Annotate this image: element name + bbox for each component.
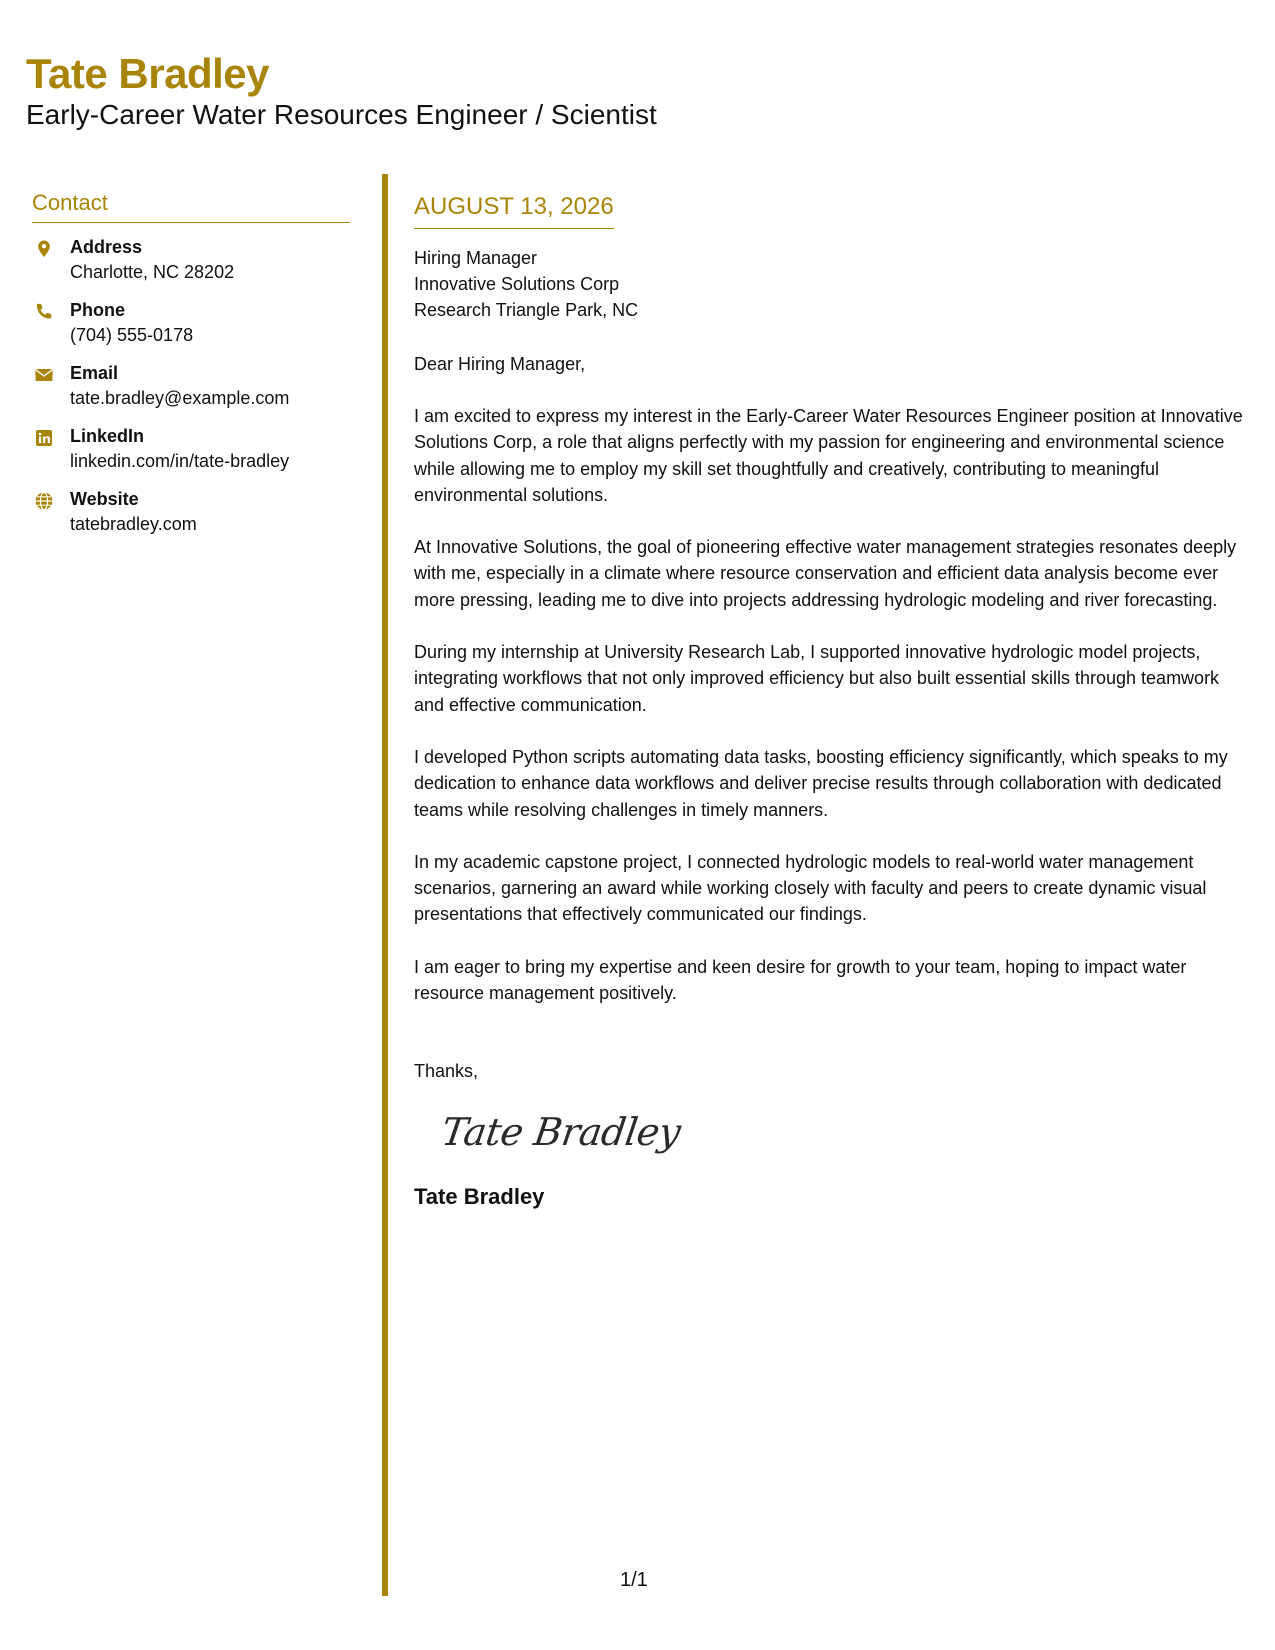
contact-heading: Contact bbox=[32, 188, 350, 223]
globe-icon bbox=[34, 491, 54, 511]
body-paragraph: In my academic capstone project, I connected hydrologic models to real-world water management scenarios, garnering an award while working closely with faculty and peers to create dynamic visual presentations that effectively communicated our findings. bbox=[414, 851, 1207, 925]
email-value[interactable]: tate.bradley@example.com bbox=[70, 388, 290, 408]
contact-item-phone bbox=[32, 298, 350, 361]
letter-date: AUGUST 13, 2026 bbox=[414, 190, 614, 229]
phone-icon bbox=[34, 302, 54, 322]
contact-item-email bbox=[32, 361, 350, 424]
body-paragraph: I developed Python scripts automating data tasks, boosting efficiency significantly, which speaks to my dedication to enhance data workflows and deliver precise results through collaboration with dedicated teams while resolving challenges in timely manners. bbox=[414, 746, 1228, 820]
map-pin-icon bbox=[34, 239, 54, 259]
body-paragraph: At Innovative Solutions, the goal of pioneering effective water management strategies resonates deeply with me, especially in a climate where resource conservation and efficient data analysis become ever more pressing, leading me to dive into projects addressing hydrologic modeling and river forecasting. bbox=[414, 537, 1237, 610]
contact-item-address bbox=[32, 235, 350, 298]
website-value[interactable]: tatebradley.com bbox=[70, 514, 197, 534]
contact-item-linkedin bbox=[32, 424, 350, 487]
applicant-title: Early-Career Water Resources Engineer / Scientist bbox=[26, 99, 657, 130]
recipient-line: Research Triangle Park, NC bbox=[414, 300, 639, 320]
contact-item-website bbox=[32, 487, 350, 550]
body-paragraph: During my internship at University Research Lab, I supported innovative hydrologic model projects, integrating workflows that not only improved efficiency but also built essential skills through teamwork and effective communication. bbox=[414, 642, 1220, 715]
contact-sidebar bbox=[32, 188, 350, 550]
recipient-block bbox=[414, 245, 1246, 323]
body-paragraph: I am eager to bring my expertise and keen desire for growth to your team, hoping to impact water resource management positively. bbox=[414, 956, 1187, 1004]
letter-body bbox=[414, 190, 1246, 1212]
header bbox=[26, 48, 657, 132]
contact-label: LinkedIn bbox=[70, 426, 145, 446]
contact-label: Website bbox=[70, 489, 139, 509]
closing: Thanks, bbox=[414, 1061, 479, 1082]
applicant-name: Tate Bradley bbox=[26, 50, 269, 97]
body-paragraph: I am excited to express my interest in the Early-Career Water Resources Engineer position at Innovative Solutions Corp, a role that aligns perfectly with my passion for engineering and environmental science while allowing me to employ my skill set thoughtfully and creatively, contributing to meaningful environmental solutions. bbox=[414, 406, 1243, 505]
contact-label: Email bbox=[70, 363, 119, 383]
contact-list bbox=[32, 235, 350, 550]
signature: Tate Bradley bbox=[438, 1110, 684, 1155]
linkedin-icon bbox=[34, 428, 54, 448]
contact-label: Phone bbox=[70, 300, 126, 320]
linkedin-value[interactable]: linkedin.com/in/tate-bradley bbox=[70, 451, 290, 471]
vertical-divider bbox=[382, 174, 388, 1596]
phone-value: (704) 555-0178 bbox=[70, 325, 194, 345]
page-number: 1/1 bbox=[620, 1569, 648, 1591]
salutation: Dear Hiring Manager, bbox=[414, 354, 586, 374]
contact-label: Address bbox=[70, 237, 143, 257]
recipient-line: Hiring Manager bbox=[414, 248, 538, 268]
envelope-icon bbox=[34, 365, 54, 385]
recipient-line: Innovative Solutions Corp bbox=[414, 274, 620, 294]
printed-name: Tate Bradley bbox=[414, 1184, 545, 1210]
address-value: Charlotte, NC 28202 bbox=[70, 262, 235, 282]
